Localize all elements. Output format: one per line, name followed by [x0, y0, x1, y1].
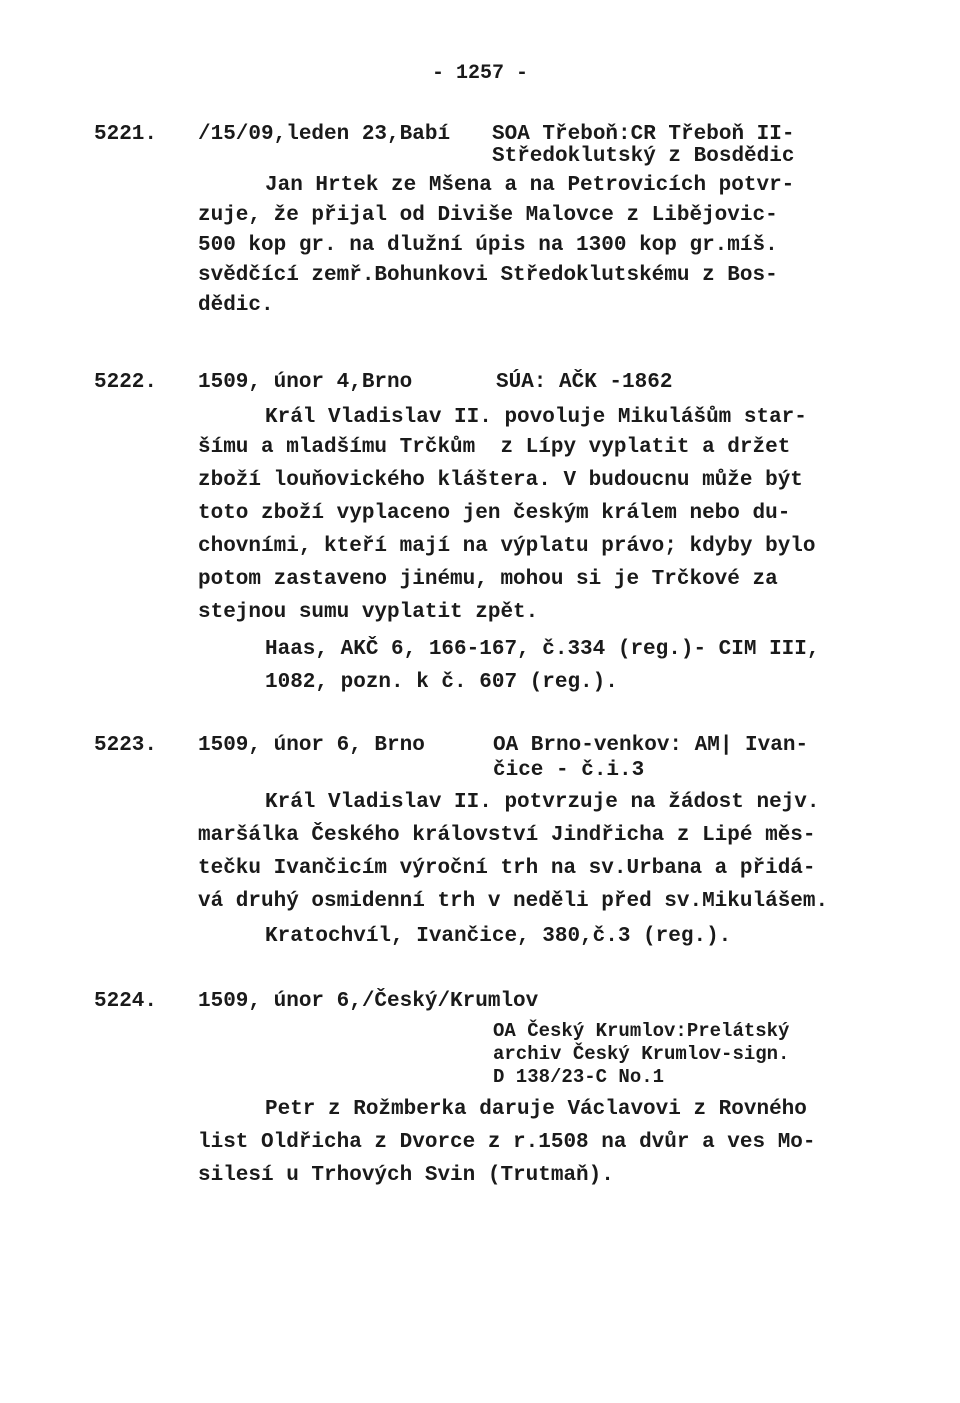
- entry-date-place: 1509, únor 6,/Český/Krumlov: [198, 990, 539, 1013]
- entry-text-line: Haas, AKČ 6, 166-167, č.334 (reg.)- CIM III,: [265, 638, 820, 661]
- entry-archive-line: čice - č.i.3: [493, 759, 645, 782]
- entry-archive-line: OA Český Krumlov:Prelátský: [493, 1020, 790, 1042]
- entry-archive-line: OA Brno-venkov: AM| Ivan-: [493, 734, 809, 757]
- entry-text-line: Král Vladislav II. potvrzuje na žádost nejv.: [265, 791, 820, 814]
- entry-number: 5223.: [94, 734, 158, 757]
- page-number: - 1257 -: [431, 62, 528, 85]
- entry-archive-line: SOA Třeboň:CR Třeboň II-: [492, 123, 795, 146]
- entry-archive-line: Středoklutský z Bosdědic: [492, 145, 795, 168]
- entry-text-line: tečku Ivančicím výroční trh na sv.Urbana a přidá-: [198, 857, 816, 880]
- entry-number: 5224.: [94, 990, 158, 1013]
- entry-text-line: 1082, pozn. k č. 607 (reg.).: [265, 671, 618, 694]
- entry-text-line: svědčící zemř.Bohunkovi Středoklutskému z Bos-: [198, 264, 778, 287]
- entry-text-line: Kratochvíl, Ivančice, 380,č.3 (reg.).: [265, 925, 732, 948]
- entry-text-line: toto zboží vyplaceno jen českým králem nebo du-: [198, 502, 791, 525]
- entry-text-line: potom zastaveno jinému, mohou si je Trčkové za: [198, 568, 778, 591]
- entry-text-line: stejnou sumu vyplatit zpět.: [198, 601, 539, 624]
- entry-number: 5222.: [94, 371, 158, 394]
- entry-text-line: Jan Hrtek ze Mšena a na Petrovicích potvr-: [265, 174, 795, 197]
- entry-text-line: šímu a mladšímu Trčkům z Lípy vyplatit a držet: [198, 436, 791, 459]
- entry-text-line: list Oldřicha z Dvorce z r.1508 na dvůr a ves Mo-: [198, 1131, 816, 1154]
- entry-date-place: 1509, únor 4,Brno: [198, 371, 413, 394]
- entry-date-place: 1509, únor 6, Brno: [198, 734, 425, 757]
- entry-text-line: zuje, že přijal od Diviše Malovce z Libějovic-: [198, 204, 778, 227]
- entry-number: 5221.: [94, 123, 158, 146]
- entry-text-line: 500 kop gr. na dlužní úpis na 1300 kop gr.míš.: [198, 234, 778, 257]
- entry-text-line: vá druhý osmidenní trh v neděli před sv.Mikulášem.: [198, 890, 829, 913]
- entry-text-line: chovními, kteří mají na výplatu právo; kdyby bylo: [198, 535, 816, 558]
- entry-archive-line: archiv Český Krumlov-sign.: [493, 1043, 790, 1065]
- entry-text-line: zboží louňovického kláštera. V budoucnu může být: [198, 469, 803, 492]
- entry-text-line: Král Vladislav II. povoluje Mikulášům star-: [265, 406, 807, 429]
- entry-text-line: dědic.: [198, 294, 274, 317]
- entry-date-place: /15/09,leden 23,Babí: [198, 123, 451, 146]
- entry-archive-line: D 138/23-C No.1: [493, 1066, 665, 1088]
- entry-text-line: Petr z Rožmberka daruje Václavovi z Rovného: [265, 1098, 807, 1121]
- entry-text-line: maršálka Českého království Jindřicha z Lipé měs-: [198, 824, 816, 847]
- entry-text-line: silesí u Trhových Svin (Trutmaň).: [198, 1164, 614, 1187]
- entry-archive-line: SÚA: AČK -1862: [496, 371, 673, 394]
